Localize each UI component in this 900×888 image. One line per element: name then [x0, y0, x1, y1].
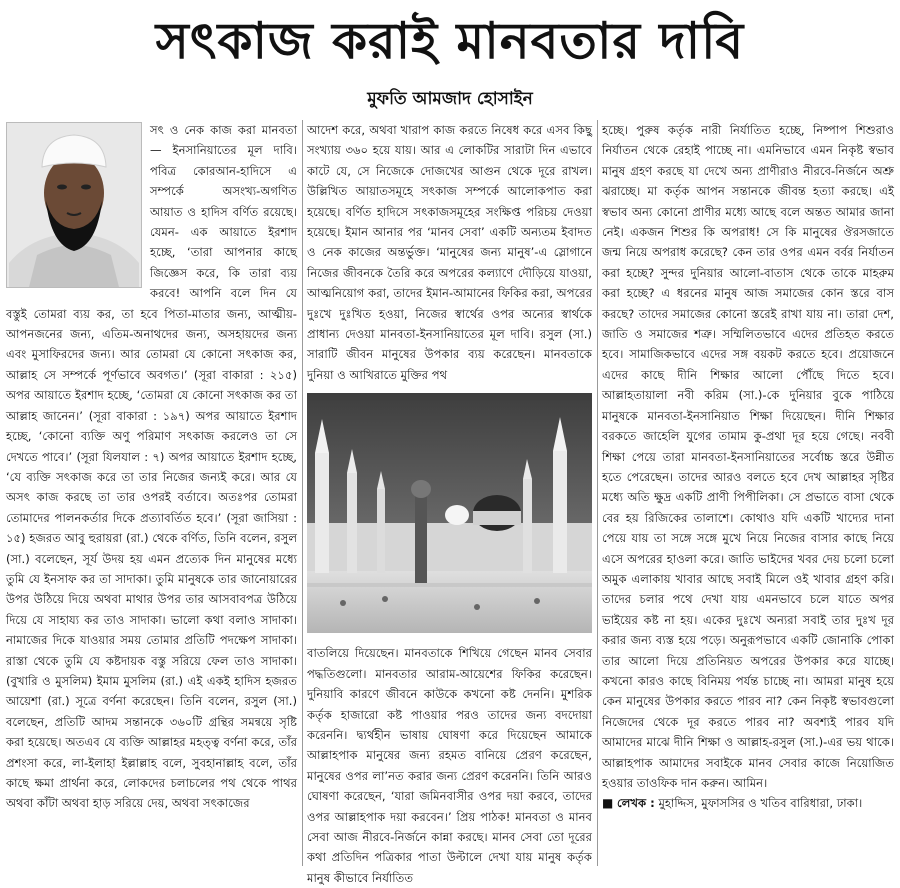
- article-paragraph: হচ্ছে। পুরুষ কর্তৃক নারী নির্যাতিত হচ্ছে, নিষ্পাপ শিশুরাও নির্যাতন থেকে রেহাই পাচ্ছে না। এমনিভাবে এমন নিকৃষ্ট স্বভাব মানুষ গ্রহণ করছে যা দেখে অন্য প্রাণীরাও নীরবে-নির্জনে অশ্রু ঝরাচ্ছে। মা কর্তৃক আপন সন্তানকে জীবন্ত হত্যা করছে। এই স্বভাব অন্য কোনো প্রাণীর মধ্যে আছে বলে অন্তত আমার জানা নেই। একজন শিশুর কি অপরাধ! সে কি মানুষের ঔরসজাতে জন্ম নিয়ে অপরাধ করেছে? কেন তার ওপর এমন বর্বর নির্যাতন করা হচ্ছে? সুন্দর দুনিয়ার আলো-বাতাস থেকে তাকে মাহরুম করা হচ্ছে? এ ধরনের মানুষ আজ সমাজের কোন স্তরে বাস করছে? তাদের সমাজের কোনো স্তরেই রাখা যায় না। তারা দেশ, জাতি ও সমাজের শত্রু। সম্মিলিতভাবে এদের প্রতিহত করতে হবে। সামাজিকভাবে এদের সঙ্গ বয়কট করতে হবে। প্রয়োজনে এদের কাছে দীনি শিক্ষার আলো পৌঁছে দিতে হবে। আল্লাহতায়ালা নবী করিম (সা.)-কে দুনিয়ার বুকে পাঠিয়ে মানুষকে মানবতা-ইনসানিয়াত শিক্ষা দিয়েছেন। দীনি শিক্ষার বরকতে জাহেলি যুগের তামাম কু-প্রথা দূর হয়ে গেছে। নববী শিক্ষা পেয়ে তারা মানবতা-ইনসানিয়াতের সর্বোচ্চ স্তরে উন্নীত হতে পেরেছেন। তাদের আরও বলতে হবে দেখ আল্লাহর সৃষ্টির মধ্যে অতি ক্ষুদ্র একটি প্রাণী পিপীলিকা। সে প্রভাতে বাসা থেকে বের হয় রিজিকের তালাশে। কোথাও যদি একটি খাদ্যের দানা পেয়ে যায় তা সঙ্গে সঙ্গে মুখে নিয়ে নিজের বাসার কাছে নিয়ে এসে অপরের হাওলা করে। জাতি ভাইদের খবর দেয় চলো চলো অমুক এলাকায় খাবার আছে সবাই মিলে ওই খাবার গ্রহণ করি। তাদের চলার পথে দেখা যায় এমনভাবে চলে যাতে অপর ভাইয়ের কষ্ট না হয়। একের দুঃখে অন্যরা সবাই তার দুঃখ দূর করার জন্য ব্যস্ত হয়ে পড়ে। অনুরূপভাবে একটি জোনাকি পোকা তার আলো দিয়ে প্রতিনিয়ত অপরের উপকার করে যাচ্ছে। কখনো কারও কাছে বিনিময় পর্যন্ত চাচ্ছে না। আমরা মানুষ হয়ে কেন মানুষের উপকার করতে পারব না? কেন নিকৃষ্ট স্বভাবগুলো নিজেদের থেকে দূর করতে পারব না? অবশ্যই পারব যদি আমাদের মাঝে দীনি শিক্ষা ও আল্লাহ-রসুল (সা.)-এর ভয় থাকে। আল্লাহপাক আমাদের সবাইকে মানব সেবার কাজে নিয়োজিত হওয়ার তাওফিক দান করুন। আমিন।: [602, 123, 894, 790]
- article-paragraph: বাতলিয়ে দিয়েছেন। মানবতাকে শিখিয়ে গেছেন মানব সেবার পদ্ধতিগুলো। মানবতার আরাম-আয়েশের ফিকির করেছেন। দুনিয়াবি কারণে জীবনে কাউকে কখনো কষ্ট দেননি। মুশরিক কর্তৃক হাজারো কষ্ট পাওয়ার পরও তাদের জন্য বদদোয়া করেননি। দ্ব্যর্থহীন ভাষায় ঘোষণা করে দিয়েছেন আমাকে আল্লাহপাক মানুষের জন্য রহমত বানিয়ে প্রেরণ করেছেন, মানুষের ওপর লা’নত করার জন্য প্রেরণ করেননি। তিনি আরও ঘোষণা করেছেন, ‘যারা জমিনবাসীর ওপর দয়া করবে, তাদের ওপর আল্লাহপাক দয়া করবেন।’ প্রিয় পাঠক! মানবতা ও মানব সেবা আজ নীরবে-নির্জনে কান্না করছে। মানব সেবা তো দূরের কথা প্রতিদিন পত্রিকার পাতা উল্টালে দেখা যায় মানুষ কর্তৃক মানুষ কীভাবে নির্যাতিত: [307, 646, 592, 885]
- article-paragraph: সৎ ও নেক কাজ করা মানবতা— ইনসানিয়াতের মূল দাবি। পবিত্র কোরআন-হাদিসে এ সম্পর্কে অসংখ্য-অগণিত আয়াত ও হাদিস বর্ণিত রয়েছে। যেমন- এক আয়াতে ইরশাদ হচ্ছে, ‘তারা আপনার কাছে জিজ্ঞেস করে, কি তারা ব্যয় করবে! আপনি বলে দিন যে বস্তুই তোমরা ব্যয় কর, তা হবে পিতা-মাতার জন্য, আত্মীয়-আপনজনের জন্য, এতিম-অনাথদের জন্য, অসহায়দের জন্য এবং মুসাফিরদের জন্য। আর তোমরা যে কোনো সৎকাজ কর, আল্লাহ সে সম্পর্কে পূর্ণভাবে অবগত।’ (সূরা বাকারা : ২১৫) অপর আয়াতে ইরশাদ হচ্ছে, ‘তোমরা যে কোনো সৎকাজ কর তা আল্লাহ জানেন।’ (সূরা বাকারা : ১৯৭) অপর আয়াতে ইরশাদ হচ্ছে, ‘কোনো ব্যক্তি অণু পরিমাণ সৎকাজ করলেও তা সে দেখতে পাবে।’ (সূরা যিলযাল : ৭) অপর আয়াতে ইরশাদ হচ্ছে, ‘যে ব্যক্তি সৎকাজ করে তা তার নিজের জন্যই করে। আর যে অসৎ কাজ করছে তা তার ওপরই বর্তাবে। অতঃপর তোমরা তোমাদের পালনকর্তার দিকে প্রত্যাবর্তিত হবে।’ (সূরা জাসিয়া : ১৫) হজরত আবু হুরায়রা (রা.) থেকে বর্ণিত, তিনি বলেন, রসুল (সা.) বলেছেন, সূর্য উদয় হয় এমন প্রত্যেক দিন মানুষের মধ্যে তুমি যে ইনসাফ কর তা সাদাকা। তুমি মানুষকে তার জানোয়ারের উপর উঠিয়ে দিয়ে অথবা মাথার উপর তার আসবাবপত্র উঠিয়ে দিয়ে যে সাহায্য কর তাও সাদাকা। ভালো কথা বলাও সাদাকা। নামাজের দিকে যাওয়ার সময় তোমার প্রতিটি পদক্ষেপ সাদাকা। রাস্তা থেকে তুমি যে কষ্টদায়ক বস্তু সরিয়ে ফেল তাও সাদাকা। (বুখারি ও মুসলিম) ইমাম মুসলিম (রা.) এই একই হাদিস হজরত আয়েশা (রা.) সূত্রে বর্ণনা করেছেন। তিনি বলেন, রসুল (সা.) বলেছেন, প্রতিটি আদম সন্তানকে ৩৬০টি গ্রন্থির সমন্বয়ে সৃষ্টি করা হয়েছে। অতএব যে ব্যক্তি আল্লাহর মহত্ত্ব বর্ণনা করে, তাঁর প্রশংসা করে, লা-ইলাহা ইল্লাল্লাহ বলে, সুবহানাল্লাহ বলে, তাঁর কাছে ক্ষমা প্রার্থনা করে, লোকদের চলাচলের পথ থেকে পাথর অথবা কাঁটা অথবা হাড় সরিয়ে দেয়, অথবা সৎকাজের: [6, 123, 297, 811]
- author-portrait-photo: [6, 122, 142, 288]
- author-note-text: মুহাদ্দিস, মুফাসসির ও খতিব বারিধারা, ঢাকা।: [658, 796, 863, 811]
- article-column-2: [307, 120, 592, 885]
- author-note: [602, 793, 894, 813]
- mosque-photo: [307, 393, 592, 633]
- author-note-label: লেখক :: [617, 796, 655, 811]
- square-bullet-icon: ■: [602, 796, 614, 811]
- headline: সৎকাজ করাই মানবতার দাবি: [155, 12, 745, 70]
- byline-author: মুফতি আমজাদ হোসাইন: [367, 89, 533, 109]
- article-body: [6, 120, 894, 885]
- column-rule: [597, 120, 598, 866]
- article-column-3: [602, 120, 894, 866]
- article-paragraph: আদেশ করে, অথবা খারাপ কাজ করতে নিষেধ করে এসব কিছু সংখ্যায় ৩৬০ হয়ে যায়। আর এ লোকটির সারাটা দিন এভাবে কাটে যে, সে নিজেকে দোজখের আগুন থেকে দূরে রাখল। উল্লিখিত আয়াতসমূহে সৎকাজ সম্পর্কে আলোকপাত করা হয়েছে। বর্ণিত হাদিসে সৎকাজসমূহের সংক্ষিপ্ত পরিচয় দেওয়া হয়েছে। ইমান আনার পর ‘মানব সেবা’ একটি অন্যতম ইবাদত ও নেক কাজের অন্তর্ভুক্ত। ‘মানুষের জন্য মানুষ’-এ স্লোগানে নিজের জীবনকে তৈরি করে অপরের কল্যাণে দৌড়িয়ে যাওয়া, আত্মনিয়োগ করা, তাদের ইমান-আমানের ফিকির করা, অপরের দুঃখে দুঃখিত হওয়া, নিজের স্বার্থের ওপর অন্যের স্বার্থকে প্রাধান্য দেওয়া মানবতা-ইনসানিয়াতের মূল দাবি। রসুল (সা.) সারাটি জীবন মানুষের উপকার ব্যয় করেছেন। মানবতাকে দুনিয়া ও আখিরাতে মুক্তির পথ: [307, 123, 592, 382]
- article-column-1: [6, 120, 297, 866]
- column-rule: [302, 120, 303, 866]
